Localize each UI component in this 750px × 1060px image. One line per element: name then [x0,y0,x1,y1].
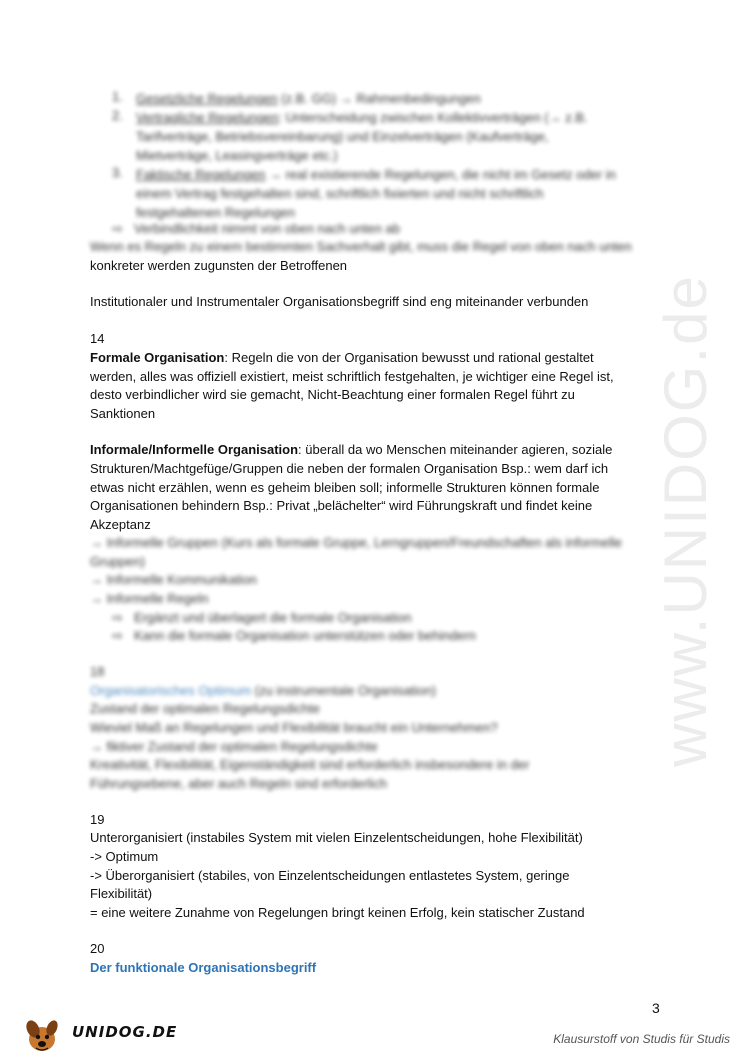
section-number: 20 [90,941,105,956]
sub-item: ⇨ Kann die formale Organisation unterstützen oder behindern [112,628,476,643]
arrow-icon: ⇨ [112,221,123,236]
paragraph-line: Formale Organisation: Regeln die von der Organisation bewusst und rational gestaltet [90,350,594,365]
paragraph-line: Zustand der optimalen Regelungsdichte [90,701,320,716]
document-page: www.UNIDOG.de 1. Gesetzliche Regelungen (z.B. GG) → Rahmenbedingungen 2. Vertragliche Regelungen: Unterscheidung zwischen Kollektivverträgen (→ z.B. Tarifverträge, Betriebsvereinbarung) und Einzelverträgen (Kaufverträge, Mietverträge, Leasingverträge etc.) 3. Faktische Regelungen → real existierende Regelungen, die nicht im Gesetz oder in einem Vertrag festgehalten sind, schriftlich fixierten und nicht schriftlich festgehaltenen Regelungen ⇨ Verbindlichkeit nimmt von oben nach unten ab Wenn es Regeln zu einem bestimmten Sachverhalt gibt, muss die Regel von oben nach unten konkreter werden zugunsten der Betroffenen Institutionaler und Instrumentaler Organisationsbegriff sind eng miteinander verbunden 14 Formale Organisation: Regeln die von der Organisation bewusst und rational gestaltet werden, alles was offiziell existiert, meist schriftlich festgehalten, je wichtiger eine Regel ist, desto verbindlicher wird sie gemacht, Nicht-Beachtung einer formalen Regel führt zu Sanktionen Informale/Informelle Organisation: überall da wo Menschen miteinander agieren, soziale Strukturen/Machtgefüge/Gruppen die neben der formalen Organisation Bsp.: wem darf ich etwas nicht erzählen, wenn es geheim bleiben soll; informelle Strukturen können formale Organisationen behindern Bsp.: Privat „belächelter“ wird Führungskraft und findet keine Akzeptanz → Informelle Gruppen (Kurs als formale Gruppe, Lerngruppen/Freundschaften als informelle Gruppen) → Informelle Kommunikation → Informelle Regeln ⇨ Ergänzt und überlagert die formale Organisation ⇨ Kann die formale Organisation unterstützen oder behindern 18 Organisatorisches Optimum (zu instrumentale Organisation) Zustand der optimalen Regelungsdichte Wieviel Maß an Regelungen und Flexibilität braucht ein Unternehmen? → fiktiver Zustand der optimalen Regelungsdichte Kreativität, Flexibilität, Eigenständigkeit sind erforderlich insbesondere in der Führungsebene, aber auch Regeln sind erforderlich 19 Unterorganisiert (instabiles System mit vielen Einzelentscheidungen, hohe Flexibilität) -> Optimum -> Überorganisiert (stabiles, von Einzelentscheidungen entlastetes System, geringe Flexibilität) = eine weitere Zunahme von Regelungen bringt keinen Erfolg, kein statischer Zustand 20 Der funktionale Organisationsbegriff 3 UNIDOG.DE Klausurstoff von Studis für Studis [0,0,750,1060]
section-number: 19 [90,812,105,827]
paragraph-line: Institutionaler und Instrumentaler Organisationsbegriff sind eng miteinander verbunden [90,294,589,309]
unidog-logo: UNIDOG.DE [22,1015,162,1055]
paragraph-line: = eine weitere Zunahme von Regelungen bringt keinen Erfolg, kein statischer Zustand [90,905,585,920]
paragraph-line: -> Überorganisiert (stabiles, von Einzelentscheidungen entlastetes System, geringe [90,868,570,883]
sub-item: ⇨ Ergänzt und überlagert die formale Organisation [112,610,412,625]
paragraph-line: Organisatorisches Optimum (zu instrumentale Organisation) [90,683,437,698]
list-item: Gruppen) [90,554,145,569]
paragraph-line: Informale/Informelle Organisation: überall da wo Menschen miteinander agieren, soziale [90,442,613,457]
page-number: 3 [652,1000,660,1016]
list-item: → Informelle Kommunikation [90,572,257,587]
list-item: → Informelle Gruppen (Kurs als formale Gruppe, Lerngruppen/Freundschaften als informelle [90,535,622,550]
arrow-icon: ⇨ [112,610,123,625]
section-heading: Der funktionale Organisationsbegriff [90,960,317,975]
paragraph-line: Organisationen behindern Bsp.: Privat „belächelter“ wird Führungskraft und findet keine [90,498,593,513]
paragraph-line: → fiktiver Zustand der optimalen Regelungsdichte [90,739,378,754]
paragraph-line: Wenn es Regeln zu einem bestimmten Sachverhalt gibt, muss die Regel von oben nach unten [90,239,632,254]
section-number: 18 [90,664,105,679]
paragraph-line: Sanktionen [90,406,156,421]
list-item: → Informelle Regeln [90,591,209,606]
paragraph-line: werden, alles was offiziell existiert, meist schriftlich festgehalten, je wichtiger eine Regel ist, [90,369,614,384]
paragraph-line: Unterorganisiert (instabiles System mit vielen Einzelentscheidungen, hohe Flexibilität) [90,830,583,845]
paragraph-line: desto verbindlicher wird sie gemacht, Nicht-Beachtung einer formalen Regel führt zu [90,387,575,402]
paragraph-line: Führungsebene, aber auch Regeln sind erforderlich [90,776,388,791]
footer-text: Klausurstoff von Studis für Studis [553,1032,730,1046]
paragraph-line: Flexibilität) [90,886,153,901]
paragraph-line: konkreter werden zugunsten der Betroffenen [90,258,348,273]
paragraph-line: -> Optimum [90,849,159,864]
paragraph-line: Akzeptanz [90,517,151,532]
arrow-icon: ⇨ [112,628,123,643]
watermark: www.UNIDOG.de [651,273,719,767]
dog-icon [22,1015,66,1055]
sub-item: ⇨ Verbindlichkeit nimmt von oben nach unten ab [112,221,400,236]
paragraph-line: Kreativität, Flexibilität, Eigenständigkeit sind erforderlich insbesondere in der [90,757,530,772]
section-number: 14 [90,331,105,346]
paragraph-line: Strukturen/Machtgefüge/Gruppen die neben der formalen Organisation Bsp.: wem darf ich [90,461,609,476]
paragraph-line: Wieviel Maß an Regelungen und Flexibilität braucht ein Unternehmen? [90,720,498,735]
paragraph-line: etwas nicht erzählen, wenn es geheim bleiben soll; informelle Strukturen können formale [90,480,600,495]
